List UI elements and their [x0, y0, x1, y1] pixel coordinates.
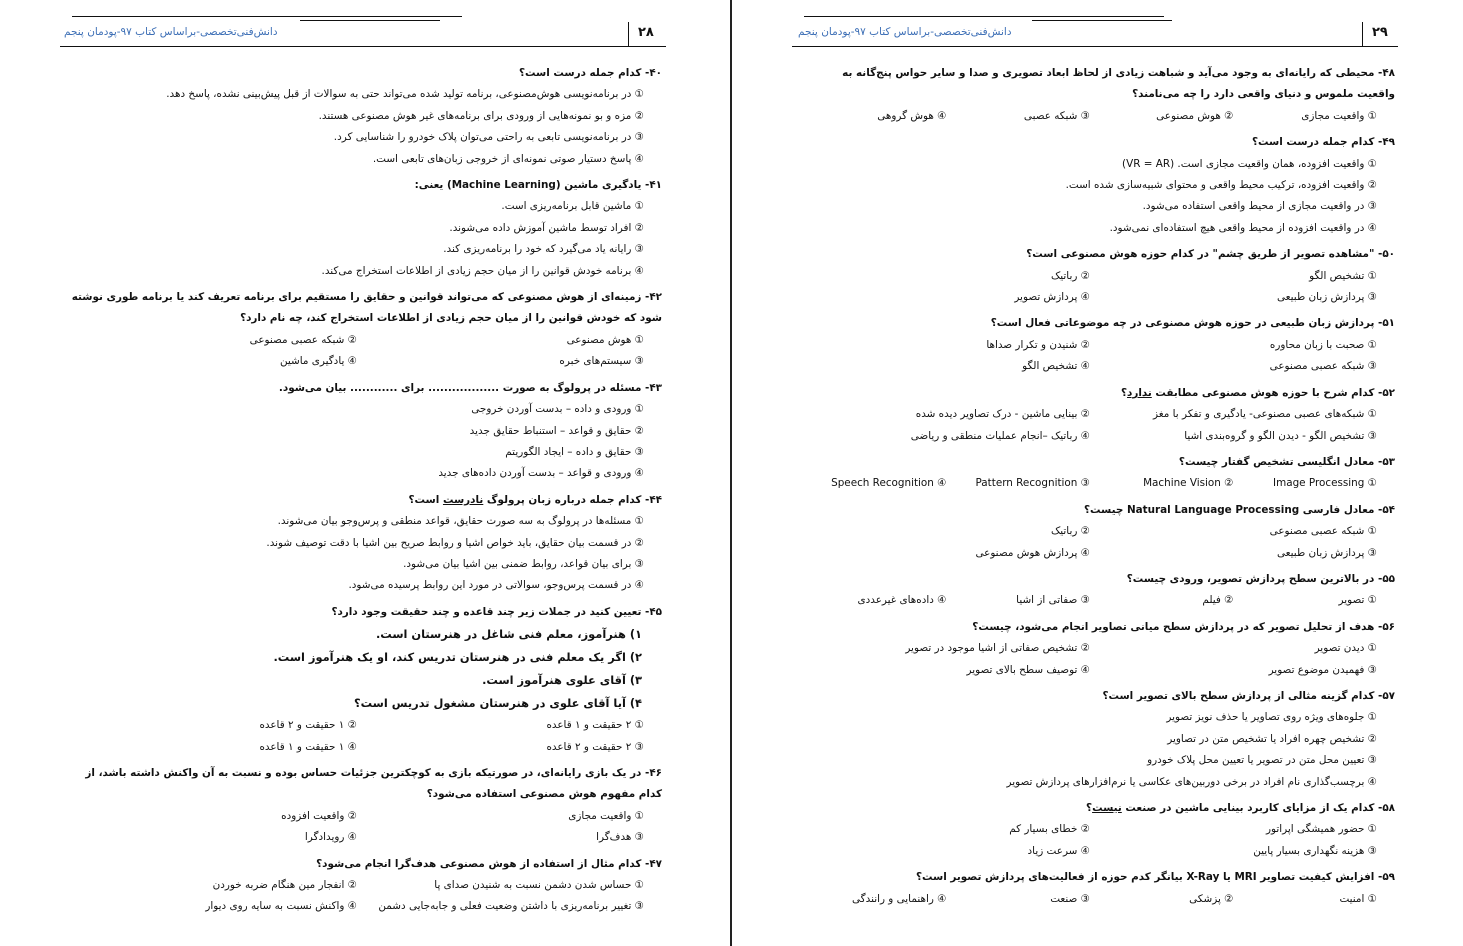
question-53 [803, 452, 1395, 495]
option-3[interactable]: ③ در واقعیت مجازی از محیط واقعی استفاده می‌شود. [1142, 200, 1377, 213]
question-title: ۴۹- کدام جمله درست است؟ [1251, 136, 1395, 149]
option-4[interactable]: ④ در قسمت پرس‌وجو، سوالاتی در مورد این روابط پرسیده می‌شود. [348, 579, 644, 592]
title-post: ؟ [1086, 802, 1093, 814]
option-3[interactable]: ③ ۲ حقیقت و ۲ قاعده [546, 740, 644, 753]
question-56 [803, 617, 1395, 681]
option-3[interactable]: ③ در برنامه‌نویسی تابعی به راحتی می‌توان پلاک خودرو را شناسایی کرد. [333, 131, 644, 144]
option-4[interactable]: ④ واکنش نسبت به سایه روی دیوار [205, 900, 357, 913]
question-title: ۴۶- در یک بازی رایانه‌ای، در صورتیکه بازی به کوچکترین جزئیات حساس بوده و نسبت به آن واکنش داشته باشد، از کدام مفهوم هوش مصنوعی استفاده می‌شود؟ [85, 766, 662, 801]
title-underlined: ندارد [1127, 386, 1152, 399]
option-4[interactable]: ④ داده‌های غیرعددی [857, 594, 947, 607]
question-42 [70, 287, 662, 373]
option-4[interactable]: ④ رویدادگرا [304, 831, 357, 844]
question-title: ۴۲- زمینه‌ای از هوش مصنوعی که می‌تواند قوانین و حقایق را مستقیم برای برنامه تعریف کند یا برنامه طوری نوشته شود که خودش قوانین را از میان حجم زیادی از اطلاعات استخراج کند، چه نام دارد؟ [71, 291, 662, 325]
title-pre: ۴۴- کدام جمله درباره زبان پرولوگ [486, 493, 662, 506]
question-43 [70, 378, 662, 485]
option-4[interactable]: ④ برچسب‌گذاری نام افراد در برخی دوربین‌های عکاسی یا نرم‌افزارهای پردازش تصویر [1006, 775, 1377, 788]
question-59 [803, 867, 1395, 910]
header-rule-top [804, 16, 1164, 17]
question-title [803, 383, 1395, 404]
question-title: ۵۴- معادل فارسی Natural Language Processing چیست؟ [1084, 503, 1395, 516]
question-55 [803, 569, 1395, 612]
option-2[interactable]: ② پزشکی [1189, 892, 1234, 905]
option-2[interactable]: ② تشخیص چهره افراد یا تشخیص متن در تصاویر [1167, 732, 1377, 745]
option-1[interactable]: ① در برنامه‌نویسی هوش‌مصنوعی، برنامه تولید شده می‌تواند حتی به سوالات از قبل پیش‌بینی نشده، پاسخ دهد. [166, 88, 644, 101]
option-2[interactable]: ② واقعیت افزوده [281, 809, 357, 822]
page-right [732, 0, 1463, 946]
page-header-title: دانش‌فنی‌تخصصی-براساس کتاب ۹۷-پودمان پنجم [798, 26, 1012, 38]
option-4[interactable]: ④ پاسخ دستیار صوتی نمونه‌ای از خروجی زبان‌های تابعی است. [372, 152, 644, 165]
option-1[interactable]: ① واقعیت مجازی [568, 809, 644, 822]
option-3[interactable]: ③ تشخیص الگو - دیدن الگو و گروه‌بندی اشیا [1184, 429, 1377, 442]
option-4[interactable]: ④ در واقعیت افزوده از محیط واقعی هیچ استفاده‌ای نمی‌شود. [1109, 221, 1377, 234]
question-41 [70, 175, 662, 282]
option-2[interactable]: ② واقعیت افزوده، ترکیب محیط واقعی و محتوای شبیه‌سازی شده است. [1065, 179, 1377, 192]
page-header-title: دانش‌فنی‌تخصصی-براساس کتاب ۹۷-پودمان پنجم [64, 26, 278, 38]
option-1[interactable]: ① حضور همیشگی اپراتور [1265, 823, 1377, 836]
question-title: ۵۳- معادل انگلیسی تشخیص گفتار چیست؟ [1178, 455, 1395, 468]
title-underlined: نادرست [442, 493, 484, 506]
option-2[interactable]: ② فیلم [1202, 594, 1234, 607]
statement-1: ۱) هنرآموز، معلم فنی شاغل در هنرستان است. [375, 627, 642, 642]
question-title: ۵۷- کدام گزینه مثالی از پردازش سطح بالای تصویر است؟ [1102, 689, 1395, 702]
option-3[interactable]: ③ پردازش زبان طبیعی [1277, 291, 1377, 304]
question-49 [803, 132, 1395, 239]
statement-2: ۲) اگر یک معلم فنی در هنرستان تدریس کند، او یک هنرآموز است. [273, 650, 642, 665]
option-3[interactable]: ③ فهمیدن موضوع تصویر [1268, 663, 1377, 676]
option-3[interactable]: ③ حقایق و داده – ایجاد الگوریتم [505, 445, 644, 458]
question-46 [70, 763, 662, 849]
question-title: ۴۸- محیطی که رایانه‌ای به وجود می‌آید و شباهت زیادی از لحاظ ابعاد تصویری و صدا و سایر حواس پنج‌گانه به واقعیت ملموس و دنیای واقعی دارد را چه می‌نامند؟ [842, 67, 1395, 101]
title-post: ؟ [1120, 386, 1128, 399]
option-4[interactable]: ④ تشخیص الگو [1022, 360, 1090, 373]
option-2[interactable]: ② رباتیک [1050, 525, 1090, 538]
option-1[interactable]: ① مسئله‌ها در پرولوگ به سه صورت حقایق، قواعد منطقی و پرس‌وجو بیان می‌شوند. [277, 515, 644, 528]
option-4[interactable]: ④ هوش گروهی [877, 109, 947, 122]
option-2[interactable]: ② حقایق و قواعد – استنباط حقایق جدید [469, 424, 644, 437]
question-57 [803, 686, 1395, 793]
title-pre: ۵۲- کدام شرح با حوزه هوش مصنوعی مطابقت [1155, 386, 1395, 399]
option-1[interactable]: ① ورودی و داده – بدست آوردن خروجی [471, 403, 644, 416]
question-45 [70, 602, 662, 758]
question-40 [70, 63, 662, 170]
option-3[interactable]: ③ هدف‌گرا [596, 831, 644, 844]
option-1[interactable]: ① شبکه‌های عصبی مصنوعی- یادگیری و تفکر با مغز [1152, 408, 1377, 421]
option-3[interactable]: ③ صفاتی از اشیا [1016, 594, 1090, 607]
question-title: ۵۶- هدف از تحلیل تصویر که در پردازش سطح میانی تصاویر انجام می‌شود، چیست؟ [972, 620, 1395, 633]
option-2[interactable]: ② شنیدن و تکرار صداها [986, 338, 1090, 351]
option-4[interactable]: ④ یادگیری ماشین [279, 355, 357, 368]
option-4[interactable]: ④ Speech Recognition [831, 477, 947, 490]
statement-4: ۴) آیا آقای علوی در هنرستان مشغول تدریس است؟ [354, 696, 642, 711]
left-content [70, 58, 662, 940]
option-2[interactable]: ② هوش مصنوعی [1156, 109, 1234, 122]
option-2[interactable]: ② Machine Vision [1143, 477, 1234, 490]
page-number: ۲۹ [1372, 25, 1388, 40]
option-2[interactable]: ② ۱ حقیقت و ۲ قاعده [259, 719, 357, 732]
page-left [0, 0, 731, 946]
option-2[interactable]: ② رباتیک [1050, 269, 1090, 282]
header-rule-short [300, 20, 440, 21]
header-rule-bottom [60, 46, 666, 47]
option-3[interactable]: ③ برای بیان قواعد، روابط ضمنی بین اشیا بیان می‌شود. [403, 557, 644, 570]
option-4[interactable]: ④ رباتیک –انجام عملیات منطقی و ریاضی [910, 429, 1090, 442]
page-number: ۲۸ [638, 25, 654, 40]
option-1[interactable]: ① دیدن تصویر [1314, 642, 1377, 655]
question-title: ۴۷- کدام مثال از استفاده از هوش مصنوعی هدف‌گرا انجام می‌شود؟ [316, 857, 662, 870]
question-title: ۵۱- پردازش زبان طبیعی در حوزه هوش مصنوعی در چه موضوعاتی فعال است؟ [990, 317, 1395, 330]
option-1[interactable]: ① تصویر [1338, 594, 1377, 607]
option-1[interactable]: ① ۲ حقیقت و ۱ قاعده [546, 719, 644, 732]
question-50 [803, 244, 1395, 308]
option-2[interactable]: ② خطای بسیار کم [1009, 823, 1090, 836]
option-2[interactable]: ② در قسمت بیان حقایق، باید خواص اشیا و روابط صریح بین اشیا با دقت توصیف شوند. [266, 536, 644, 549]
question-title: ۴۱- یادگیری ماشین (Machine Learning) یعنی: [414, 179, 662, 192]
header-rule-bottom [792, 46, 1398, 47]
header-rule-short [1032, 20, 1172, 21]
question-47 [70, 854, 662, 918]
option-2[interactable]: ② افراد توسط ماشین آموزش داده می‌شوند. [449, 221, 644, 234]
option-1[interactable]: ① صحبت با زبان محاوره [1269, 338, 1377, 351]
option-1[interactable]: ① Image Processing [1273, 477, 1377, 490]
option-1[interactable]: ① امنیت [1339, 892, 1377, 905]
option-3[interactable]: ③ Pattern Recognition [975, 477, 1090, 490]
title-pre: ۵۸- کدام یک از مزایای کاربرد بینایی ماشین در صنعت [1125, 802, 1395, 814]
option-4[interactable]: ④ سرعت زیاد [1027, 844, 1090, 857]
option-3[interactable]: ③ شبکه عصبی مصنوعی [1269, 360, 1377, 373]
option-2[interactable]: ② انفجار مین هنگام ضربه خوردن [212, 879, 357, 891]
question-52 [803, 383, 1395, 447]
option-3[interactable]: ③ صنعت [1050, 892, 1090, 905]
question-58 [803, 798, 1395, 862]
option-3[interactable]: ③ هزینه نگهداری بسیار پایین [1253, 844, 1377, 857]
option-4[interactable]: ④ راهنمایی و رانندگی [852, 892, 947, 905]
option-2[interactable]: ② تشخیص صفاتی از اشیا موجود در تصویر [905, 642, 1090, 655]
question-title: ۵۰- "مشاهده تصویر از طریق چشم" در کدام حوزه هوش مصنوعی است؟ [1026, 248, 1395, 261]
option-3[interactable]: ③ سیستم‌های خبره [559, 355, 644, 368]
option-4[interactable]: ④ ۱ حقیقت و ۱ قاعده [259, 740, 357, 753]
question-51 [803, 313, 1395, 377]
option-1[interactable]: ① واقعیت مجازی [1301, 109, 1377, 122]
question-title [803, 798, 1395, 819]
option-3[interactable]: ③ پردازش زبان طبیعی [1277, 546, 1377, 559]
header-separator [1362, 22, 1363, 46]
option-3[interactable]: ③ شبکه عصبی [1023, 109, 1090, 122]
option-4[interactable]: ④ توصیف سطح بالای تصویر [966, 663, 1090, 676]
question-44 [70, 490, 662, 597]
question-title: ۴۳- مسئله در پرولوگ به صورت .................. برای ............ بیان می‌شود. [278, 381, 662, 394]
option-2[interactable]: ② شبکه عصبی مصنوعی [249, 333, 357, 346]
option-4[interactable]: ④ پردازش هوش مصنوعی [975, 546, 1090, 559]
option-4[interactable]: ④ ورودی و قواعد – بدست آوردن داده‌های جدید [438, 467, 644, 480]
question-48 [803, 63, 1395, 127]
question-title: ۴۰- کدام جمله درست است؟ [518, 67, 662, 79]
option-1[interactable]: ① حساس شدن دشمن نسبت به شنیدن صدای پا [434, 879, 644, 891]
option-1[interactable]: ① جلوه‌های ویژه روی تصاویر یا حذف نویز تصویر [1166, 711, 1377, 724]
option-1[interactable]: ① شبکه عصبی مصنوعی [1269, 525, 1377, 538]
option-4[interactable]: ④ پردازش تصویر [1014, 291, 1090, 304]
option-1[interactable]: ① واقعیت افزوده، همان واقعیت مجازی است. (VR = AR) [1122, 157, 1377, 170]
question-title [70, 490, 662, 511]
option-3[interactable]: ③ تغییر برنامه‌ریزی با داشتن وضعیت فعلی و جابه‌جایی دشمن [378, 900, 644, 913]
right-content [803, 58, 1395, 940]
option-3[interactable]: ③ رایانه یاد می‌گیرد که خود را برنامه‌ریزی کند. [443, 243, 644, 256]
question-title: ۵۵- در بالاترین سطح پردازش تصویر، ورودی چیست؟ [1126, 572, 1395, 585]
option-4[interactable]: ④ برنامه خودش قوانین را از میان حجم زیادی از اطلاعات استخراج می‌کند. [321, 264, 644, 277]
title-underlined: نیست [1092, 802, 1122, 814]
statement-3: ۳) آقای علوی هنرآموز است. [482, 673, 642, 688]
question-title: ۴۵- تعیین کنید در جملات زیر چند قاعده و چند حقیقت وجود دارد؟ [331, 605, 662, 618]
option-1[interactable]: ① ماشین قابل برنامه‌ریزی است. [501, 200, 644, 213]
title-post: است؟ [408, 493, 440, 506]
question-title: ۵۹- افزایش کیفیت تصاویر MRI یا X-Ray بیانگر کدم حوزه از فعالیت‌های پردازش تصویر است؟ [915, 871, 1395, 884]
option-2[interactable]: ② مزه و بو نمونه‌هایی از ورودی برای برنامه‌های غیر هوش مصنوعی هستند. [318, 109, 644, 122]
option-2[interactable]: ② بینایی ماشین - درک تصاویر دیده شده [915, 408, 1090, 421]
option-3[interactable]: ③ تعیین محل متن در تصویر یا تعیین محل پلاک خودرو [1147, 754, 1377, 767]
option-1[interactable]: ① هوش مصنوعی [566, 333, 644, 346]
option-1[interactable]: ① تشخیص الگو [1309, 269, 1377, 282]
question-54 [803, 500, 1395, 564]
header-separator [628, 22, 629, 46]
header-rule-top [72, 16, 462, 17]
